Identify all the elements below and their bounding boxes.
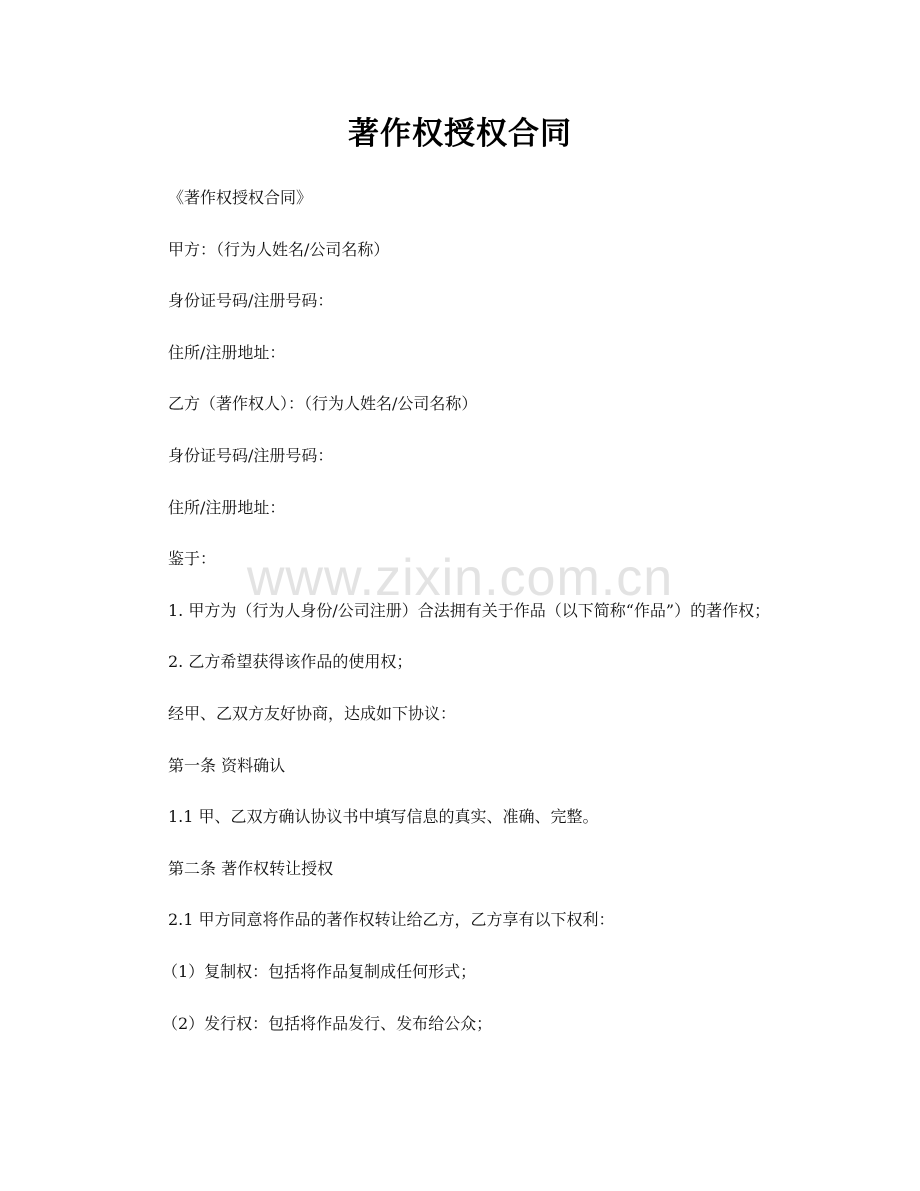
paragraph: 鉴于： [168,549,217,569]
paragraph: 2. 乙方希望获得该作品的使用权； [168,652,413,672]
paragraph: 身份证号码/注册号码： [168,445,334,465]
document-title: 著作权授权合同 [348,116,572,152]
paragraph: 身份证号码/注册号码： [168,291,334,311]
paragraph: 住所/注册地址： [168,497,286,517]
paragraph: 住所/注册地址： [168,342,286,362]
paragraph: 经甲、乙双方友好协商，达成如下协议： [168,703,457,723]
paragraph: 第二条 著作权转让授权 [168,858,334,878]
paragraph: 甲方：（行为人姓名/公司名称） [168,239,390,259]
paragraph: （1）复制权：包括将作品复制成任何形式； [162,961,477,981]
watermark: www.zixin.com.cn [246,549,674,607]
paragraph: （2）发行权：包括将作品发行、发布给公众； [162,1013,493,1033]
paragraph: 《著作权授权合同》 [168,188,313,207]
paragraph: 乙方（著作权人）：（行为人姓名/公司名称） [168,394,478,414]
paragraph: 2.1 甲方同意将作品的著作权转让给乙方，乙方享有以下权利： [168,910,615,930]
paragraph: 1. 甲方为（行为人身份/公司注册）合法拥有关于作品（以下简称“作品”）的著作权； [168,600,771,620]
document-body [136,185,786,1062]
paragraph: 第一条 资料确认 [168,755,286,775]
paragraph: 1.1 甲、乙双方确认协议书中填写信息的真实、准确、完整。 [168,807,599,827]
